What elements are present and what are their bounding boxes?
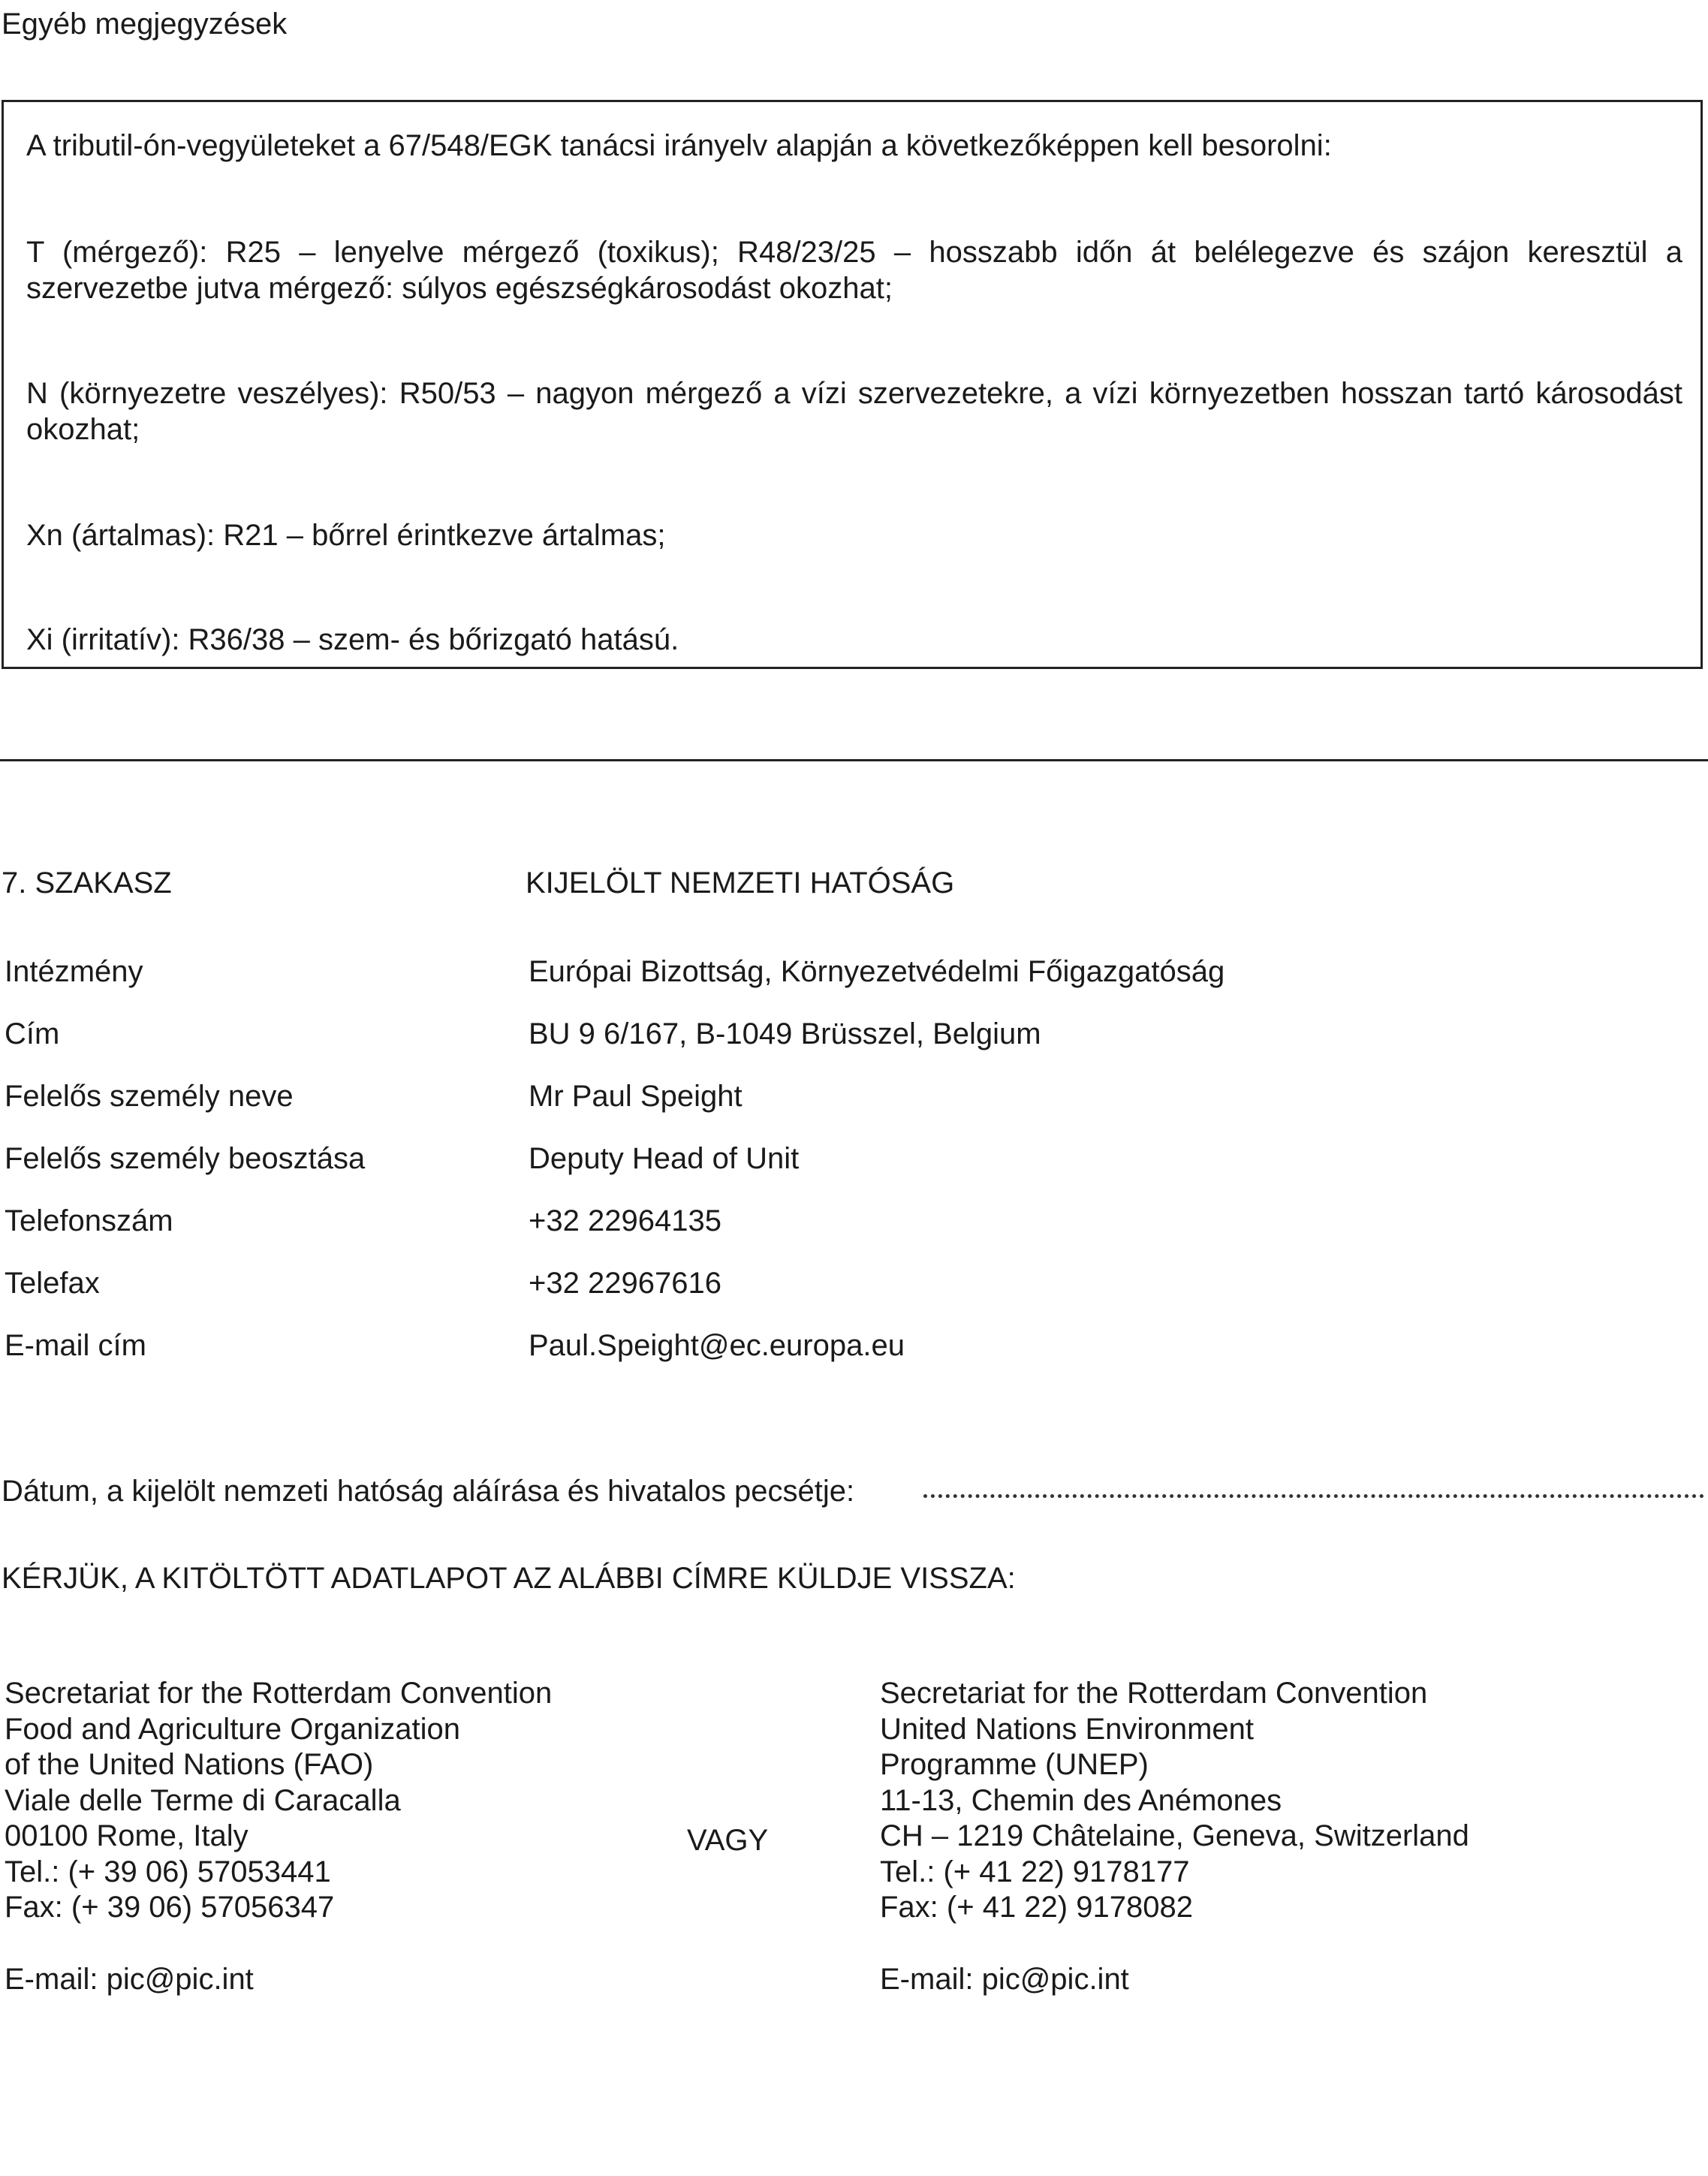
fao-address-line: Viale delle Terme di Caracalla [5,1783,401,1817]
unep-address-line: 11-13, Chemin des Anémones [880,1783,1282,1817]
section-title: KIJELÖLT NEMZETI HATÓSÁG [526,866,955,900]
notes-box [2,100,1703,669]
field-label-phone: Telefonszám [5,1204,173,1237]
section-separator [0,759,1708,761]
fao-email: E-mail: pic@pic.int [5,1963,254,1996]
notes-title: Egyéb megjegyzések [2,8,288,41]
field-value-contact-position: Deputy Head of Unit [529,1142,800,1175]
signature-dotted-line [923,1494,1704,1498]
unep-address-line: Programme (UNEP) [880,1748,1149,1781]
field-label-contact-name: Felelős személy neve [5,1080,294,1113]
fao-address-line: Secretariat for the Rotterdam Convention [5,1677,553,1710]
note-environment: N (környezetre veszélyes): R50/53 – nagyon mérgező a vízi szervezetekre, a vízi környezetben hosszan tartó károsodást okozhat; [26,377,1682,446]
field-value-phone: +32 22964135 [529,1204,721,1237]
note-harmful: Xn (ártalmas): R21 – bőrrel érintkezve ártalmas; [26,519,666,552]
unep-address [880,1676,1469,1926]
fao-address-line: of the United Nations (FAO) [5,1748,374,1781]
fao-address [5,1676,552,1926]
fao-address-line: Food and Agriculture Organization [5,1712,461,1746]
field-label-address: Cím [5,1017,60,1050]
field-value-contact-name: Mr Paul Speight [529,1080,743,1113]
field-value-fax: +32 22967616 [529,1267,721,1300]
fao-phone: Tel.: (+ 39 06) 57053441 [5,1855,331,1888]
return-request: KÉRJÜK, A KITÖLTÖTT ADATLAPOT AZ ALÁBBI CÍMRE KÜLDJE VISSZA: [2,1562,1016,1595]
note-toxic: T (mérgező): R25 – lenyelve mérgező (toxikus); R48/23/25 – hosszabb időn át belélegezve és szájon keresztül a szervezetbe jutva mérgező: súlyos egészségkárosodást okozhat; [26,236,1682,305]
field-label-fax: Telefax [5,1267,100,1300]
unep-address-line: United Nations Environment [880,1712,1255,1746]
section-number: 7. SZAKASZ [2,866,172,900]
field-label-institution: Intézmény [5,955,143,988]
signature-label: Dátum, a kijelölt nemzeti hatóság aláírása és hivatalos pecsétje: [2,1475,855,1508]
unep-address-line: Secretariat for the Rotterdam Convention [880,1677,1428,1710]
note-irritant: Xi (irritatív): R36/38 – szem- és bőrizgató hatású. [26,623,679,656]
field-label-contact-position: Felelős személy beosztása [5,1142,366,1175]
field-value-address: BU 9 6/167, B-1049 Brüsszel, Belgium [529,1017,1041,1050]
unep-fax: Fax: (+ 41 22) 9178082 [880,1891,1193,1924]
field-value-email: Paul.Speight@ec.europa.eu [529,1329,905,1362]
fao-fax: Fax: (+ 39 06) 57056347 [5,1891,335,1924]
unep-email: E-mail: pic@pic.int [880,1963,1129,1996]
unep-phone: Tel.: (+ 41 22) 9178177 [880,1855,1190,1888]
unep-address-line: CH – 1219 Châtelaine, Geneva, Switzerland [880,1819,1469,1852]
note-classification-intro: A tributil-ón-vegyületeket a 67/548/EGK tanácsi irányelv alapján a következőképpen kell besorolni: [26,129,1332,162]
field-label-email: E-mail cím [5,1329,146,1362]
fao-address-line: 00100 Rome, Italy [5,1819,249,1852]
or-label: VAGY [687,1824,769,1857]
field-value-institution: Európai Bizottság, Környezetvédelmi Főigazgatóság [529,955,1225,988]
